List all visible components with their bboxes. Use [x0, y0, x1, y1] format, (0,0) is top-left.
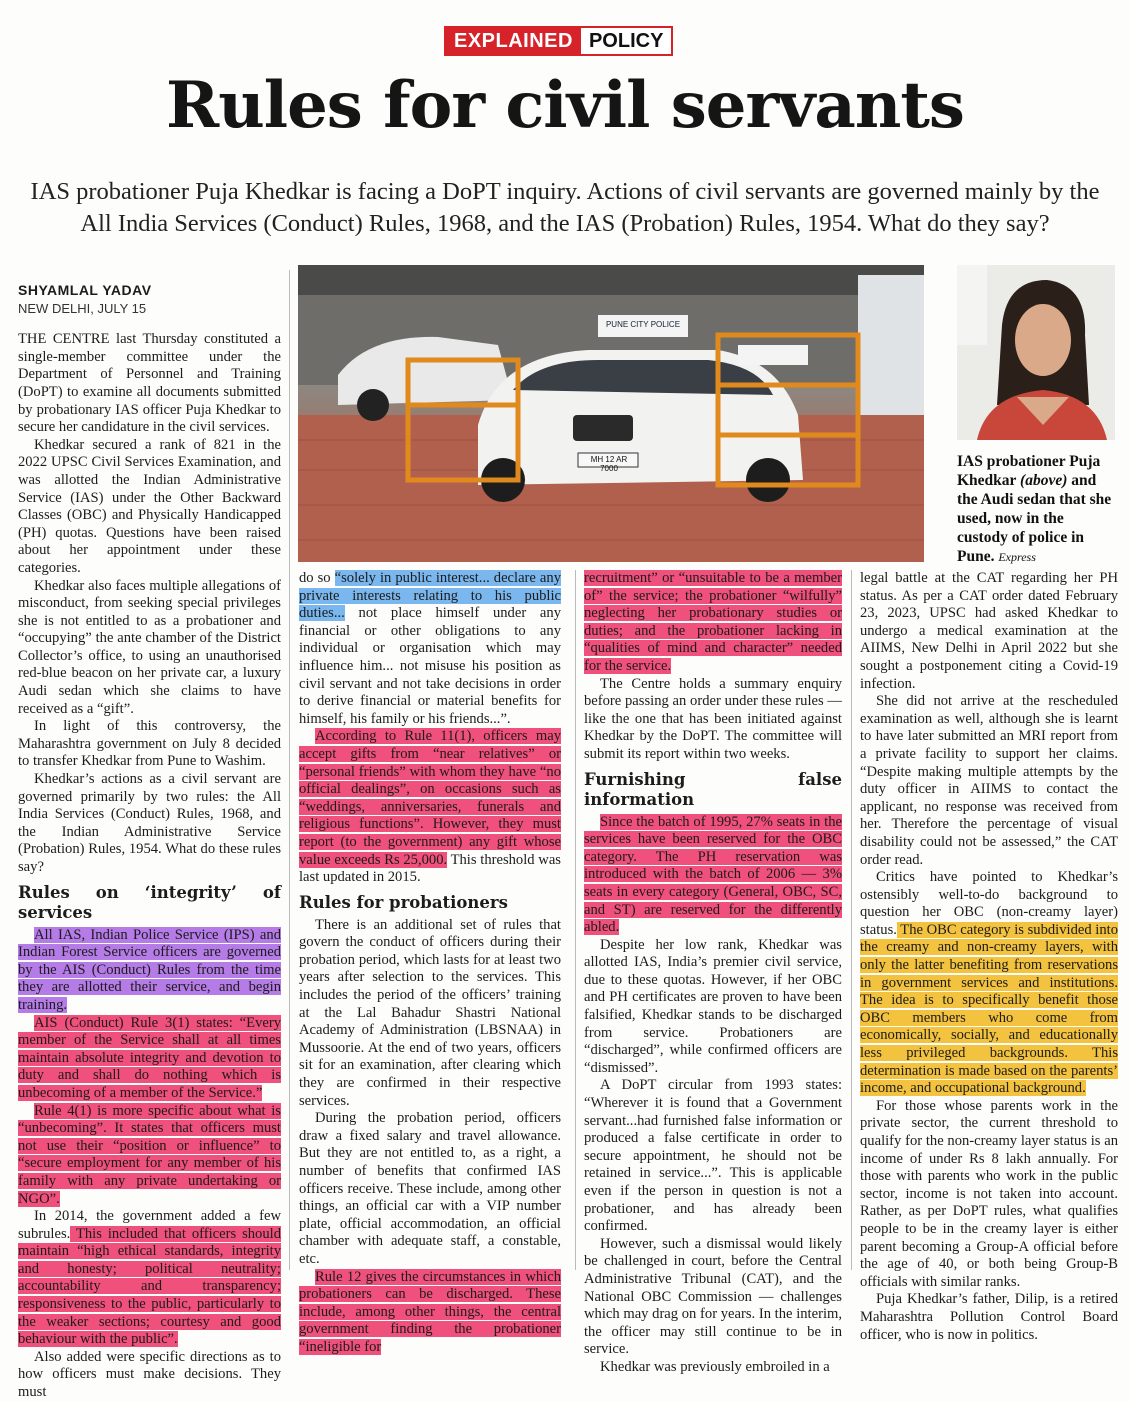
- paragraph: She did not arrive at the rescheduled examination as well, although she is learnt to have later submitted an MRI report from a private facility to support her claims. “Despite making multiple attempts by the duty officer in AIIMS to contact the applicant, no response was received from her. Therefore the percentage of visual disability could not be assessed,” the CAT order read.: [860, 693, 1118, 868]
- standfirst: IAS probationer Puja Khedkar is facing a DoPT inquiry. Actions of civil servants are governed mainly by the All India Services (Conduct) Rules, 1968, and the IAS (Probation) Rules, 1954. What do they say?: [30, 178, 1100, 237]
- highlighted-text: recruitment” or “unsuitable to be a member of” the service; the probationer “wilfully” neglecting her probationary studies or duties; and the probationer lacking in “qualities of mind and character” needed for the service.: [584, 570, 842, 674]
- column-divider: [575, 570, 576, 1270]
- paragraph-text: In 2014, the government added a few subrules.: [18, 1208, 281, 1242]
- column-divider: [851, 570, 852, 1270]
- article-column-4: [860, 570, 1118, 1344]
- paragraph: THE CENTRE last Thursday constituted a single-member committee under the Department of Personnel and Training (DoPT) to examine all documents submitted by probationary IAS officer Puja Khedkar to secure her candidature in the civil services.: [18, 331, 281, 436]
- article-column-2: [299, 570, 561, 1357]
- paragraph-text: This threshold was last updated in 2015.: [299, 851, 561, 886]
- paragraph: A DoPT circular from 1993 states: “Wherever it is found that a Government servant...had furnished false information or produced a false certificate in order to secure appointment, he should not be retained in service...”. This is applicable even if the person in question is not a probationer, and has already been confirmed.: [584, 1077, 842, 1235]
- paragraph: There is an additional set of rules that govern the conduct of officers during their probation period, which lasts for at least two years after selection to the services. This includes the period of the officers’ training at the Lal Bahadur Shastri National Academy of Administration (LBSNAA) in Mussoorie. At the end of two years, officers sit for an examination, after clearing which they are confirmed in their respective services.: [299, 916, 561, 1109]
- dateline: NEW DELHI, JULY 15: [18, 300, 147, 316]
- paragraph: Khedkar’s actions as a civil servant are governed primarily by two rules: the All India Services (Conduct) Rules, 1968, and the Indian Administrative Service (Probation) Rules, 1954. What do these rules say?: [18, 771, 281, 875]
- police-barrier-sign: PUNE CITY POLICE: [605, 320, 681, 329]
- photo-caption: [957, 452, 1117, 567]
- paragraph: However, such a dismissal would likely be challenged in court, before the Central Administrative Tribunal (CAT), and the National OBC Commission — challenges which may drag on for years. In the interim, the officer may still continue to be in service.: [584, 1235, 842, 1358]
- highlighted-text: “solely in public interest... declare any private interests relating to his public duties...: [299, 570, 561, 622]
- highlighted-text: The OBC category is subdivided into the creamy and non-creamy layers, with only the latter benefiting from reservations in government services and institutions. The idea is to specifically benefit those OBC members who come from economically, socially, and educationally less privileged backgrounds. This determination is made based on the parents’ income, and occupational background.: [860, 921, 1118, 1097]
- section-kicker: [444, 26, 673, 56]
- paragraph: Khedkar was previously embroiled in a: [600, 1358, 830, 1375]
- paragraph-text: Critics have pointed to Khedkar’s ostensibly well-to-do background to question her OBC (non-creamy layer) status.: [860, 869, 1118, 938]
- highlighted-text: Since the batch of 1995, 27% seats in the services have been reserved for the OBC category. The PH reservation was introduced with the batch of 2006 — 3% seats in every category (General, OBC, SC, and ST) are reserved for the differently abled.: [584, 813, 842, 936]
- audi-car-photo: [298, 265, 924, 562]
- headline: Rules for civil servants: [166, 68, 964, 143]
- puja-khedkar-portrait: [957, 265, 1115, 440]
- car-photo-graphic: [298, 265, 924, 562]
- article-column-3: [584, 570, 842, 1377]
- highlighted-text: AIS (Conduct) Rule 3(1) states: “Every member of the Service shall at all times maintain absolute integrity and devotion to duty and shall do nothing which is unbecoming of a member of the Service.”: [18, 1014, 281, 1101]
- paragraph: For those whose parents work in the private sector, the current threshold to qualify for the non-creamy layer status is an income of under Rs 8 lakh annually. For those with parents who work in the public sector, income is not taken into account. Rather, as per DoPT rules, what qualifies people to be in the creamy layer is either parent becoming a Group-A official before the age of 40, or both being Group-B officials with similar ranks.: [860, 1097, 1118, 1290]
- paragraph: The Centre holds a summary enquiry before passing an order under these rules — like the one that has been initiated against Khedkar by the DoPT. The committee will submit its report within two weeks.: [584, 675, 842, 762]
- paragraph: Also added were specific directions as to how officers must make decisions. They must: [18, 1348, 281, 1401]
- kicker-explained: EXPLAINED: [446, 28, 581, 54]
- column-divider: [289, 270, 290, 1270]
- portrait-graphic: [957, 265, 1115, 440]
- highlighted-text: Rule 12 gives the circumstances in which probationers can be discharged. These include, among other things, the central government finding the probationer “ineligible for: [299, 1268, 561, 1355]
- kicker-section: POLICY: [581, 28, 671, 54]
- paragraph: legal battle at the CAT regarding her PH status. As per a CAT order dated February 23, 2023, UPSC had asked Khedkar to undergo a medical examination at the AIIMS, New Delhi in April 2022 but she sought a postponement citing a Covid-19 infection.: [860, 570, 1118, 692]
- article-column-1: [18, 282, 281, 1402]
- number-plate: MH 12 AR 7000: [590, 455, 628, 473]
- highlighted-text: All IAS, Indian Police Service (IPS) and Indian Forest Service officers are governed by the AIS (Conduct) Rules from the time they are allotted their service, and begin training.: [18, 926, 281, 1013]
- paragraph: In light of this controversy, the Maharashtra government on July 8 decided to transfer Khedkar from Pune to Washim.: [18, 718, 281, 770]
- byline-author: SHYAMLAL YADAV: [18, 282, 152, 298]
- paragraph-text: not place himself under any financial or other obligations to any individual or organisation which may influence him... not misuse his position as civil servant and not take decisions in order to derive financial or material benefits for himself, his family or his friends...”.: [299, 605, 561, 727]
- subheading: Furnishing false information: [584, 769, 842, 809]
- highlighted-text: According to Rule 11(1), officers may accept gifts from “near relatives” or “personal friends” with whom they have “no official dealings”, on occasions such as “weddings, anniversaries, funerals and religious functions”. However, they must report (to the government) any gift whose value exceeds Rs 25,000.: [299, 728, 561, 868]
- photo-credit: Express: [998, 550, 1036, 564]
- paragraph: During the probation period, officers draw a fixed salary and travel allowance. But they are not entitled to, as a right, a number of benefits that confirmed IAS officers receive. These include, among other things, an official car with a VIP number plate, official accommodation, an official chamber with adequate staff, a constable, etc.: [299, 1110, 561, 1267]
- caption-emphasis: (above): [1020, 472, 1068, 489]
- paragraph: Despite her low rank, Khedkar was allotted IAS, India’s premier civil service, due to these quotas. However, if her OBC and PH certificates are proven to have been falsified, Khedkar stands to be discharged from service. Probationers are “discharged”, while confirmed officers are “dismissed”.: [584, 936, 842, 1076]
- paragraph-text: do so: [299, 570, 335, 586]
- caption-text-end: and the Audi sedan that she used, now in the custody of police in Pune.: [957, 472, 1112, 565]
- caption-text: IAS probationer Puja Khedkar: [957, 453, 1101, 489]
- paragraph: Khedkar also faces multiple allegations of misconduct, from seeking special privileges she is not entitled to as a probationer and “occupying” the ante chamber of the District Collector’s office, to using an unauthorised red-blue beacon on her private car, a luxury Audi sedan which she claims to have received as a “gift”.: [18, 577, 281, 717]
- highlighted-text: This included that officers should maintain “high ethical standards, integrity and honesty; political neutrality; accountability and transparency; responsiveness to the public, particularly to the weaker sections; courtesy and good behaviour with the public”.: [18, 1225, 281, 1348]
- highlighted-text: Rule 4(1) is more specific about what is “unbecoming”. It states that officers must not use their “position or influence” to “secure employment for any member of his family with any private undertaking or NGO”.: [18, 1102, 281, 1207]
- subheading: Rules for probationers: [299, 892, 508, 912]
- paragraph: Puja Khedkar’s father, Dilip, is a retired Maharashtra Pollution Control Board officer, who is now in politics.: [860, 1291, 1118, 1343]
- paragraph: Khedkar secured a rank of 821 in the 2022 UPSC Civil Services Examination, and was allotted the Indian Administrative Service (IAS) under the Other Backward Classes (OBC) and Physically Handicapped (PH) quotas. Questions have been raised about her appointment under these categories.: [18, 436, 281, 576]
- subheading: Rules on ‘integrity’ of services: [18, 882, 281, 922]
